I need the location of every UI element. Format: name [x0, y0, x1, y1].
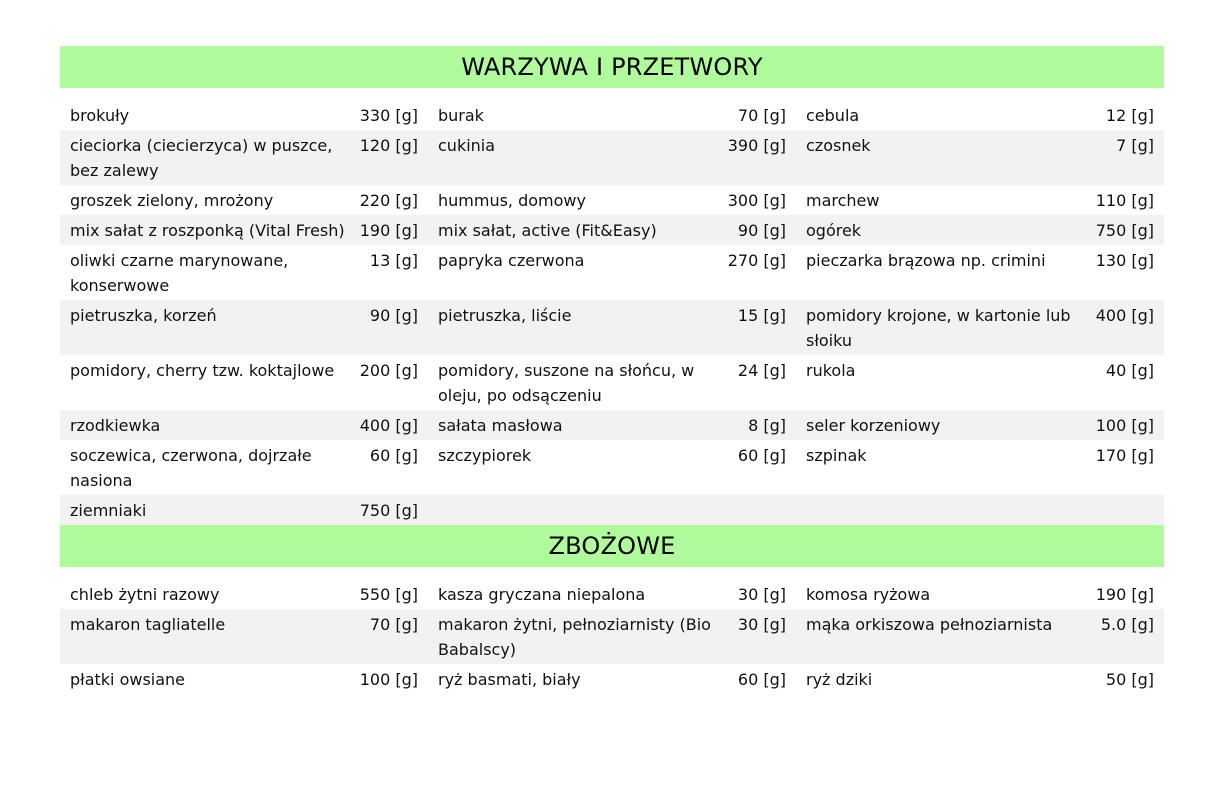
- item-name: chleb żytni razowy: [70, 585, 220, 604]
- list-item: [428, 667, 796, 692]
- item-amount: 70 [g]: [737, 106, 786, 125]
- item-amount: 13 [g]: [369, 251, 418, 270]
- list-item: [796, 103, 1164, 128]
- table-row: [60, 410, 1164, 440]
- list-item: [428, 612, 796, 662]
- shopping-list: [60, 46, 1164, 694]
- item-name: pietruszka, liście: [438, 306, 572, 325]
- item-amount: 15 [g]: [737, 306, 786, 325]
- list-item: [60, 358, 428, 408]
- item-name: [806, 498, 1154, 523]
- item-name: makaron tagliatelle: [70, 615, 226, 634]
- list-item: [796, 303, 1164, 353]
- list-item: [60, 582, 428, 607]
- item-name: pietruszka, korzeń: [70, 306, 217, 325]
- list-item: [796, 133, 1164, 183]
- item-amount: 7 [g]: [1116, 136, 1154, 155]
- section-header-warzywa-i-przetwory: WARZYWA I PRZETWORY: [60, 46, 1164, 88]
- item-amount: 400 [g]: [359, 416, 418, 435]
- section-spacer: [60, 88, 1164, 100]
- item-name: burak: [438, 106, 484, 125]
- list-item: [796, 498, 1164, 523]
- item-name: rukola: [806, 361, 856, 380]
- list-item: [796, 612, 1164, 662]
- item-name: ziemniaki: [70, 501, 147, 520]
- item-name: komosa ryżowa: [806, 585, 931, 604]
- item-name: [438, 498, 786, 523]
- table-row: [60, 609, 1164, 664]
- table-row: [60, 130, 1164, 185]
- table-row: [60, 300, 1164, 355]
- table-row: [60, 215, 1164, 245]
- item-amount: 100 [g]: [359, 670, 418, 689]
- item-name: papryka czerwona: [438, 251, 585, 270]
- list-item: [428, 133, 796, 183]
- list-item: [796, 188, 1164, 213]
- item-name: ryż basmati, biały: [438, 670, 581, 689]
- section-header-zbozowe: ZBOŻOWE: [60, 525, 1164, 567]
- item-name: groszek zielony, mrożony: [70, 191, 274, 210]
- item-name: szczypiorek: [438, 446, 532, 465]
- item-amount: 12 [g]: [1105, 106, 1154, 125]
- item-name: pomidory, cherry tzw. koktajlowe: [70, 361, 335, 380]
- list-item: [60, 188, 428, 213]
- table-row: [60, 185, 1164, 215]
- list-item: [796, 218, 1164, 243]
- list-item: [60, 667, 428, 692]
- item-amount: 24 [g]: [737, 361, 786, 380]
- list-item: [428, 218, 796, 243]
- item-amount: 550 [g]: [359, 585, 418, 604]
- table-row: [60, 245, 1164, 300]
- item-name: rzodkiewka: [70, 416, 161, 435]
- list-item: [796, 248, 1164, 298]
- list-item: [60, 218, 428, 243]
- item-amount: 5.0 [g]: [1100, 615, 1154, 634]
- item-name: mąka orkiszowa pełnoziarnista: [806, 615, 1053, 634]
- item-name: makaron żytni, pełnoziarnisty (Bio Babalscy): [438, 615, 711, 659]
- item-amount: 60 [g]: [737, 446, 786, 465]
- table-row: [60, 355, 1164, 410]
- table-row: [60, 664, 1164, 694]
- item-name: brokuły: [70, 106, 130, 125]
- item-amount: 750 [g]: [359, 501, 418, 520]
- list-item: [796, 443, 1164, 493]
- item-name: mix sałat z roszponką (Vital Fresh): [70, 221, 345, 240]
- item-name: soczewica, czerwona, dojrzałe nasiona: [70, 446, 312, 490]
- list-item: [60, 133, 428, 183]
- item-name: pomidory, suszone na słońcu, w oleju, po odsączeniu: [438, 361, 695, 405]
- list-item: [60, 413, 428, 438]
- item-amount: 220 [g]: [359, 191, 418, 210]
- item-amount: 750 [g]: [1095, 221, 1154, 240]
- item-name: pieczarka brązowa np. crimini: [806, 251, 1046, 270]
- list-item: [60, 303, 428, 353]
- list-item: [796, 358, 1164, 408]
- item-amount: 90 [g]: [369, 306, 418, 325]
- item-name: hummus, domowy: [438, 191, 586, 210]
- item-name: czosnek: [806, 136, 871, 155]
- item-name: oliwki czarne marynowane, konserwowe: [70, 251, 289, 295]
- item-name: mix sałat, active (Fit&Easy): [438, 221, 657, 240]
- list-item: [60, 248, 428, 298]
- item-amount: 190 [g]: [1095, 585, 1154, 604]
- list-item: [428, 303, 796, 353]
- item-amount: 120 [g]: [359, 136, 418, 155]
- item-name: cieciorka (ciecierzyca) w puszce, bez zalewy: [70, 136, 333, 180]
- list-item: [428, 443, 796, 493]
- table-row: [60, 579, 1164, 609]
- item-amount: 60 [g]: [737, 670, 786, 689]
- list-item: [60, 103, 428, 128]
- item-amount: 110 [g]: [1095, 191, 1154, 210]
- list-item: [796, 413, 1164, 438]
- item-amount: 60 [g]: [369, 446, 418, 465]
- list-item: [60, 612, 428, 662]
- item-amount: 30 [g]: [737, 615, 786, 634]
- item-name: sałata masłowa: [438, 416, 563, 435]
- list-item: [428, 413, 796, 438]
- list-item: [428, 248, 796, 298]
- item-name: seler korzeniowy: [806, 416, 941, 435]
- list-item: [428, 103, 796, 128]
- list-item: [60, 443, 428, 493]
- section-spacer: [60, 567, 1164, 579]
- item-amount: 40 [g]: [1105, 361, 1154, 380]
- item-name: szpinak: [806, 446, 867, 465]
- item-amount: 30 [g]: [737, 585, 786, 604]
- item-amount: 100 [g]: [1095, 416, 1154, 435]
- item-amount: 270 [g]: [727, 251, 786, 270]
- list-item: [796, 667, 1164, 692]
- item-name: cukinia: [438, 136, 496, 155]
- item-amount: 200 [g]: [359, 361, 418, 380]
- item-amount: 400 [g]: [1095, 306, 1154, 325]
- table-row: [60, 100, 1164, 130]
- list-item: [428, 188, 796, 213]
- item-amount: 90 [g]: [737, 221, 786, 240]
- item-name: ryż dziki: [806, 670, 873, 689]
- list-item: [428, 358, 796, 408]
- list-item: [796, 582, 1164, 607]
- item-amount: 300 [g]: [727, 191, 786, 210]
- list-item: [60, 498, 428, 523]
- item-name: kasza gryczana niepalona: [438, 585, 646, 604]
- item-name: pomidory krojone, w kartonie lub słoiku: [806, 306, 1071, 350]
- item-name: płatki owsiane: [70, 670, 186, 689]
- item-amount: 70 [g]: [369, 615, 418, 634]
- list-item: [428, 582, 796, 607]
- item-amount: 170 [g]: [1095, 446, 1154, 465]
- item-amount: 130 [g]: [1095, 251, 1154, 270]
- item-amount: 390 [g]: [727, 136, 786, 155]
- item-amount: 190 [g]: [359, 221, 418, 240]
- item-amount: 8 [g]: [748, 416, 786, 435]
- item-amount: 330 [g]: [359, 106, 418, 125]
- table-row: [60, 440, 1164, 495]
- item-name: cebula: [806, 106, 860, 125]
- table-row: [60, 495, 1164, 525]
- item-name: ogórek: [806, 221, 862, 240]
- item-amount: 50 [g]: [1105, 670, 1154, 689]
- list-item: [428, 498, 796, 523]
- item-name: marchew: [806, 191, 880, 210]
